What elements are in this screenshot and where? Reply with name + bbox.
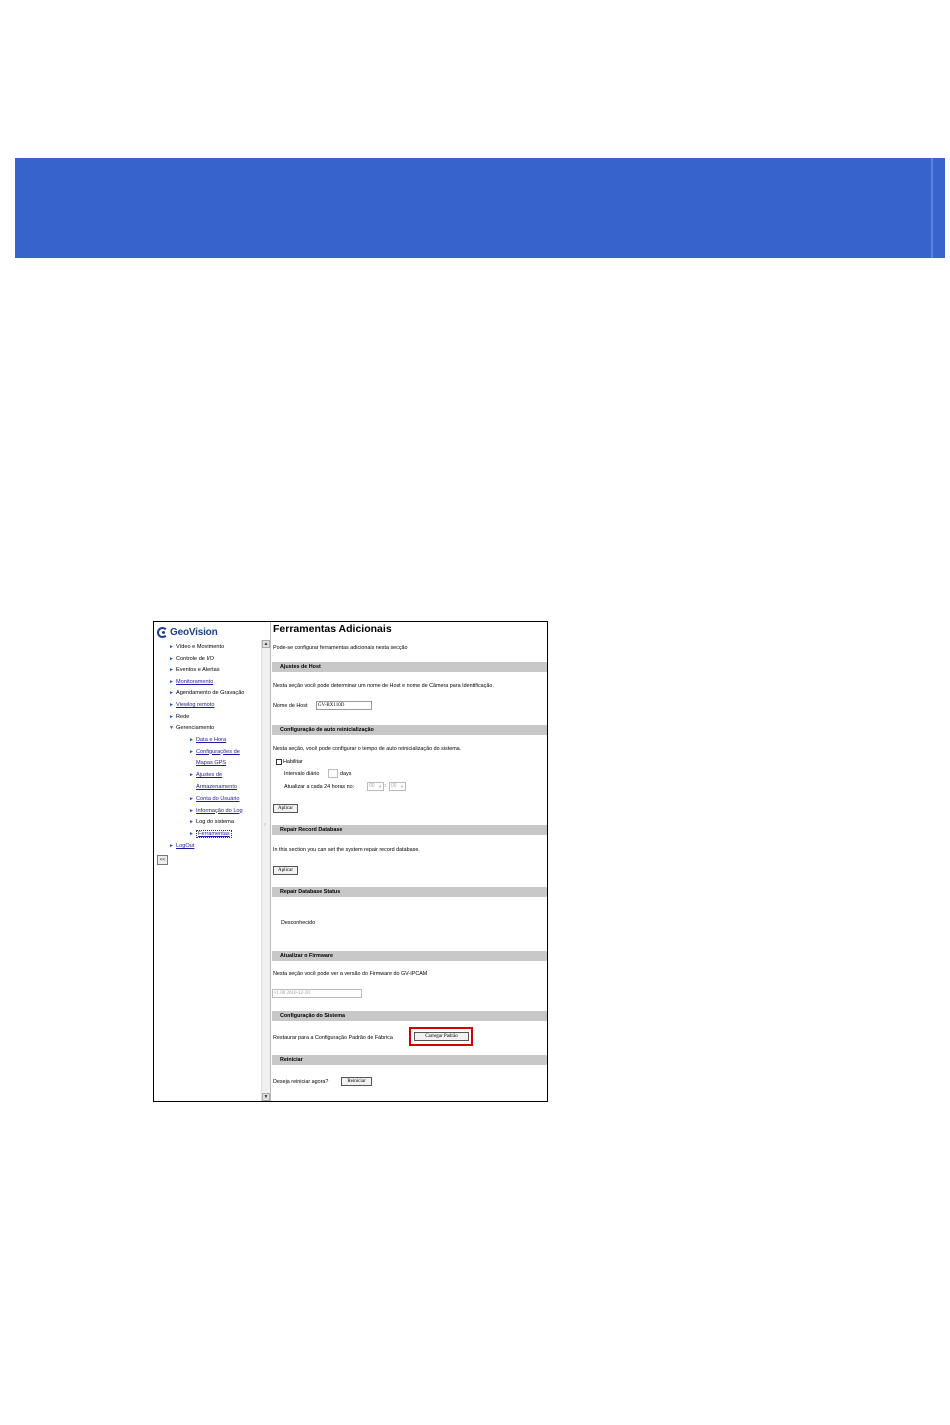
nav-label: Log do sistema xyxy=(196,819,234,826)
sidebar-subitem-conta-do-usuario[interactable] xyxy=(154,794,260,806)
sidebar-nav xyxy=(154,642,260,853)
nav-label: Data e Hora xyxy=(196,736,227,743)
sidebar-item-monitoramento[interactable] xyxy=(154,677,260,689)
bullet-arrow-icon: ► xyxy=(189,831,194,838)
sidebar-item-viewlog-remoto[interactable] xyxy=(154,700,260,712)
section-auto-reboot xyxy=(272,725,547,735)
section-header: Reiniciar xyxy=(280,1057,303,1063)
section-header: Repair Database Status xyxy=(280,889,341,895)
sidebar-item-video-e-movimento[interactable] xyxy=(154,642,260,654)
interval-unit: days xyxy=(340,771,352,777)
restart-question: Deseja reiniciar agora? xyxy=(273,1079,329,1085)
section-system-config xyxy=(272,1011,547,1021)
header-banner xyxy=(15,158,945,258)
sidebar-item-controle-de-i-o[interactable] xyxy=(154,654,260,666)
update-time-label: Atualizar a cada 24 horas no: xyxy=(284,784,355,790)
bullet-arrow-icon: ► xyxy=(169,690,174,697)
reboot-desc: Nesta seção, você pode configurar o tempo de auto reinicialização do sistema. xyxy=(273,746,462,752)
minute-select[interactable]: 00 ▼ xyxy=(391,783,404,789)
nav-label: Configurações de xyxy=(196,748,240,755)
time-separator: : xyxy=(385,783,387,789)
firmware-desc: Nesta seção você pode ver a versão do Firmware do GV-IPCAM xyxy=(273,971,428,977)
firmware-version-field: v1.00 2010-12-20 xyxy=(272,989,362,998)
nav-label: Agendamento de Gravação xyxy=(176,690,245,697)
main-content xyxy=(272,622,547,1101)
sidebar-item-eventos-e-alertas[interactable] xyxy=(154,665,260,677)
section-host xyxy=(272,662,547,672)
intro-text: Pode-se configurar ferramentas adicionais nesta secção xyxy=(273,645,408,651)
host-name-label: Nome de Host xyxy=(273,703,308,709)
nav-label: Informação do Log xyxy=(196,807,243,814)
screenshot-frame xyxy=(153,621,548,1102)
page-title: Ferramentas Adicionais xyxy=(273,623,392,635)
nav-label: Mapas GPS xyxy=(196,760,227,767)
hour-select[interactable]: 00 ▼ xyxy=(369,783,382,789)
sidebar-item-gerenciamento[interactable] xyxy=(154,723,260,735)
section-header: Configuração de auto reinicialização xyxy=(280,727,374,733)
logo xyxy=(157,625,217,639)
logo-text: GeoVision xyxy=(170,626,218,638)
bullet-arrow-icon: ► xyxy=(189,736,194,743)
banner-edge xyxy=(931,158,933,258)
enable-label: Habilitar xyxy=(283,759,303,765)
sidebar-item-rede[interactable] xyxy=(154,712,260,724)
interval-input[interactable] xyxy=(328,769,338,778)
nav-label: Viewlog remoto xyxy=(176,701,215,708)
chevron-down-icon: ▼ xyxy=(400,784,404,789)
sidebar-subitem-informacao-do-log[interactable] xyxy=(154,806,260,818)
nav-label: Conta do Usuário xyxy=(196,795,240,802)
bullet-arrow-icon: ► xyxy=(189,748,194,755)
sidebar-subitem-armazenamento[interactable] xyxy=(154,782,260,794)
restore-label: Restaurar para a Configuração Padrão de Fábrica xyxy=(273,1035,393,1041)
sidebar-subitem-ajustes-de[interactable] xyxy=(154,770,260,782)
repair-apply-button[interactable]: Aplicar xyxy=(273,866,298,875)
bullet-arrow-icon: ► xyxy=(169,655,174,662)
nav-label: Controle de I/O xyxy=(176,655,214,662)
bullet-arrow-icon: ► xyxy=(169,842,174,849)
section-header: Configuração do Sistema xyxy=(280,1013,345,1019)
sidebar xyxy=(154,622,260,1101)
restart-button[interactable]: Reiniciar xyxy=(341,1077,372,1086)
sidebar-subitem-configuracoes-de[interactable] xyxy=(154,747,260,759)
sidebar-item-agendamento-de-gravacao[interactable] xyxy=(154,688,260,700)
scroll-grip-icon: ≡ xyxy=(264,822,267,827)
nav-label: Eventos e Alertas xyxy=(176,667,220,674)
reboot-apply-button[interactable]: Aplicar xyxy=(273,804,298,813)
nav-label: Armazenamento xyxy=(196,783,238,790)
sidebar-subitem-log-do-sistema[interactable] xyxy=(154,817,260,829)
bullet-arrow-icon: ► xyxy=(169,678,174,685)
highlight-box xyxy=(409,1027,473,1046)
nav-label: Vídeo e Movimento xyxy=(176,644,225,650)
nav-label: Ferramentas xyxy=(198,831,230,838)
nav-label: Rede xyxy=(176,713,190,720)
interval-label: Intervalo diário xyxy=(284,771,320,777)
section-firmware xyxy=(272,951,547,961)
sidebar-subitem-mapas-gps[interactable] xyxy=(154,758,260,770)
repair-desc: In this section you can set the system repair record database. xyxy=(273,847,420,853)
section-header: Ajustes de Host xyxy=(280,664,321,670)
geovision-logo-icon xyxy=(157,627,168,638)
repair-status-value: Desconhecido xyxy=(281,920,316,926)
nav-label: LogOut xyxy=(176,842,195,849)
expanded-arrow-icon: ▼ xyxy=(169,725,174,732)
host-desc: Nesta seção você pode determinar um nome de Host e nome de Câmera para Identificação. xyxy=(273,683,494,689)
nav-label: Monitoramento xyxy=(176,678,214,685)
bullet-arrow-icon: ► xyxy=(169,667,174,674)
section-restart xyxy=(272,1055,547,1065)
host-name-input[interactable]: GV-BX110D xyxy=(316,701,372,710)
chevron-down-icon: ▼ xyxy=(378,784,382,789)
load-default-button[interactable]: Carregar Padrão xyxy=(414,1032,469,1041)
divider xyxy=(270,622,271,1101)
collapse-sidebar-button[interactable]: << xyxy=(157,855,168,865)
section-header: Atualizar o Firmware xyxy=(280,953,334,959)
bullet-arrow-icon: ► xyxy=(189,807,194,814)
bullet-arrow-icon: ► xyxy=(169,713,174,720)
bullet-arrow-icon: ► xyxy=(189,819,194,826)
bullet-arrow-icon: ► xyxy=(189,795,194,802)
nav-label: Ajustes de xyxy=(196,772,223,779)
section-repair-database xyxy=(272,825,547,835)
sidebar-scrollbar[interactable] xyxy=(261,640,270,1101)
bullet-arrow-icon: ► xyxy=(169,701,174,708)
nav-label: Gerenciamento xyxy=(176,725,215,732)
section-repair-status xyxy=(272,887,547,897)
sidebar-item-logout[interactable] xyxy=(154,841,260,853)
sidebar-subitem-data-e-hora[interactable] xyxy=(154,735,260,747)
scroll-down-arrow-icon[interactable]: ▼ xyxy=(263,1094,269,1100)
bullet-arrow-icon: ► xyxy=(169,644,174,650)
section-header: Repair Record Database xyxy=(280,827,343,833)
sidebar-subitem-ferramentas[interactable] xyxy=(154,829,260,841)
bullet-arrow-icon: ► xyxy=(189,772,194,779)
enable-checkbox[interactable] xyxy=(276,759,282,765)
scroll-up-arrow-icon[interactable]: ▲ xyxy=(263,641,269,647)
